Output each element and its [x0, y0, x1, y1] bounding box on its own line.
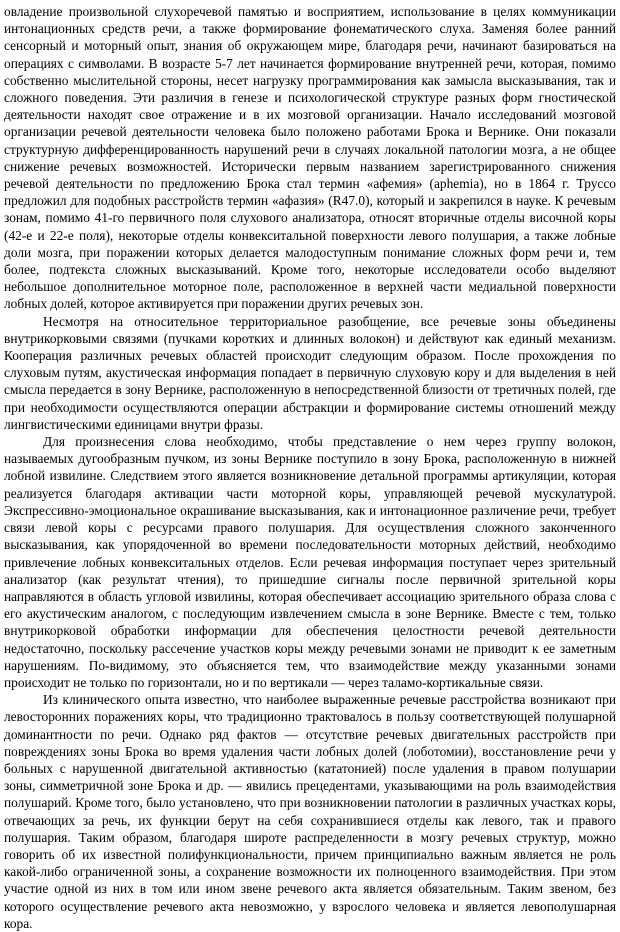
paragraph-word-pronunciation: Для произнесения слова необходимо, чтобы представление о нем через группу волокон, называемых дугообразным пучком, из зоны Вернике поступило в зону Брока, расположенную в нижней лобной извилине. Следствием этого является возникновение детальной программы артикуляции, которая реализуется благодаря активации части моторной коры, управляющей речевой мускулатурой. Экспрессивно-эмоциональное окрашивание высказывания, как и интонационное различение речи, требует связи левой коры с ресурсами правого полушария. Для осуществления сложного законченного высказывания, как упорядоченной во времени последовательности моторных действий, необходимо привлечение лобных конвекситальных отделов. Если речевая информация поступает через зрительный анализатор (как результат чтения), то пришедшие сигналы после первичной зрительной коры направляются в область угловой извилины, которая обеспечивает ассоциацию зрительного образа слова с его акустическим аналогом, с последующим извлечением смысла в зоне Вернике. Вместе с тем, только внутрикорковой обработки информации для обеспечения целостности речевой деятельности недостаточно, поскольку рассечение участков коры между речевыми зонами не приводит к ее заметным нарушениям. По-видимому, это объясняется тем, что взаимодействие между указанными зонами происходит не только по горизонтали, но и по вертикали — через таламо-кортикальные связи. — [4, 434, 616, 690]
paragraph-continuation: овладение произвольной слухоречевой памятью и восприятием, использование в целях коммуникации интонационных средств речи, а также формирование фонематического слуха. Заменяя более ранний сенсорный и моторный опыт, знания об окружающем мире, благодаря речи, начинают базироваться на операциях с символами. В возрасте 5-7 лет начинается формирование внутренней речи, которая, помимо собственно мыслительной стороны, несет нагрузку программирования как замысла высказывания, так и сложного поведения. Эти различия в генезе и психологической структуре разных форм гностической деятельности находят свое отражение и в их мозговой организации. Начало исследований мозговой организации речевой деятельности человека было положено работами Брока и Вернике. Они показали структурную дифференцированность нарушений речи в случаях локальной патологии мозга, а не общее снижение речевых возможностей. Исторически первым названием зарегистрированного снижения речевой деятельности по предложению Брока стал термин «афемия» (aphemia), но в 1864 г. Труссо предложил для подобных расстройств термин «афазия» (R47.0), который и закрепился в науке. К речевым зонам, помимо 41-го первичного поля слухового анализатора, относят вторичные отделы височной коры (42-е и 22-е поля), некоторые отделы конвекситальной поверхности левого полушария, а также лобные доли мозга, при поражении которых делается малодоступным понимание сложных форм речи и, тем более, подтекста сложных высказываний. Кроме того, некоторые исследователи особо выделяют небольшое дополнительное моторное поле, расположенное в верхней части медиальной поверхности лобных долей, которое активируется при поражении других речевых зон. — [4, 4, 616, 312]
paragraph-clinical-experience: Из клинического опыта известно, что наиболее выраженные речевые расстройства возникают при левосторонних поражениях коры, что традиционно трактовалось в пользу соответствующей полушарной доминантности по речи. Однако ряд фактов — отсутствие речевых двигательных расстройств при повреждениях зоны Брока во время удаления части лобных долей (лоботомии), восстановление речи у больных с нарушенной двигательной активностью (кататонией) после удаления в правом полушарии зоны, симметричной зоне Брока и др. — явились прецедентами, указывающими на роль взаимодействия полушарий. Кроме того, было установлено, что при возникновении патологии в различных участках коры, отвечающих за речь, их функции берут на себя сохранившиеся отделы как левого, так и правого полушария. Таким образом, благодаря широте распределенности в мозгу речевых структур, можно говорить об их известной полифункциональности, причем принципиально важным является не роль какой-либо ограниченной зоны, а сохранение возможности их полноценного взаимодействия. При этом участие одной из них в том или ином звене речевого акта является обязательным. Таким звеном, без которого осуществление речевого акта невозможно, у взрослого человека и является левополушарная кора. — [4, 692, 616, 931]
paragraph-speech-zones-cooperation: Несмотря на относительное территориальное разобщение, все речевые зоны объединены внутрикорковыми связями (пучками коротких и длинных волокон) и действуют как единый механизм. Кооперация различных речевых областей происходит следующим образом. После прохождения по слуховым путям, акустическая информация попадает в первичную слуховую кору и для выделения в ней смысла передается в зону Вернике, расположенную в непосредственной близости от третичных полей, где при необходимости осуществляются операции абстракции и формирование системы отношений между лингвистическими единицами внутри фразы. — [4, 313, 616, 432]
